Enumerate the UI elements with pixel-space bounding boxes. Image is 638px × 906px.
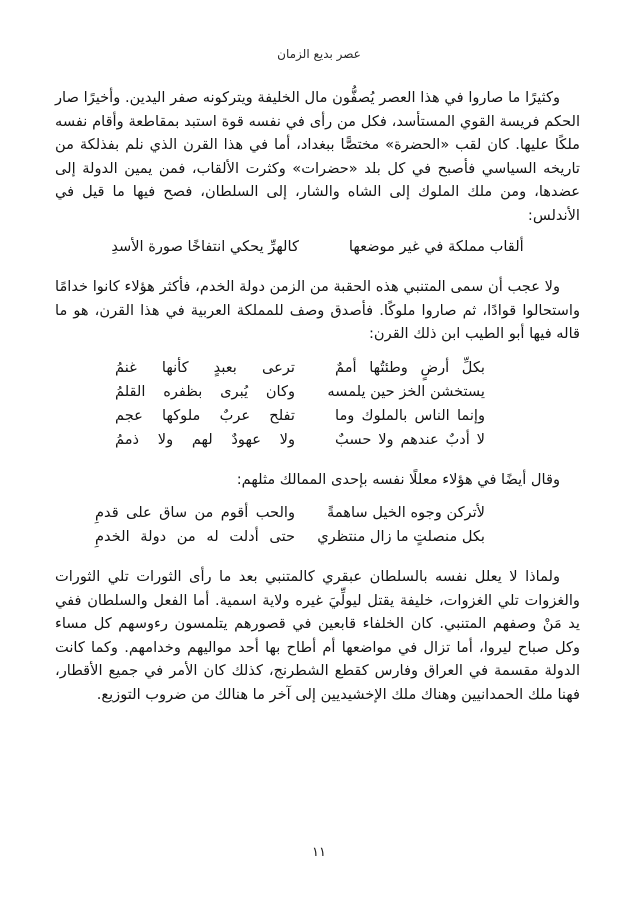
poem-second-hemistich: ترعى بعبدٍ كأنها غنمُ — [115, 358, 295, 376]
poem-line — [55, 525, 580, 549]
paragraph-4: ولماذا لا يعلل نفسه بالسلطان عبقري كالمتنبي بعد ما رأى الثورات تلي الثورات والغزوات تلي الغزوات، خليفة يقتل ليولِّيَ غيره ولاية اسمية. أما الفعل والسلطان ففي يد مَنْ وصفهم المتنبي. كان الخلفاء قابعين في قصورهم يتلمسون رءوسهم كل مساء وكل صباح ليروا، أما تزال في مواضعها أم أطاح بها أحد مواليهم وخدامهم. وكما كانت الدولة مقسمة في العراق وفارس كقطع الشطرنج، كذلك كان الأمر في جميع الأقطار، فهنا ملك الحمدانيين وهناك ملك الإخشيديين إلى آخر ما هنالك من ضروب التوزيع. — [55, 568, 580, 703]
poem-second-hemistich: تفلح عربٌ ملوكها عجم — [115, 406, 295, 424]
page-number: ١١ — [312, 845, 326, 860]
paragraph-1: وكثيرًا ما صاروا في هذا العصر يُصفُّون مال الخليفة ويتركونه صفر اليدين. وأخيرًا صار الحكم فريسة القوي المستأسد، فكل من رأى في نفسه قوة استبد بمقاطعة وأقام نفسه ملكًا عليها. كان لقب «الحضرة» مختصًّا ببغداد، أما في هذا القرن الذي نلم بفذلكة من تاريخه السياسي فأصبح في كل بلد «حضرات» وكثرت الألقاب، فمن يمين الدولة إلى عضدها، ومن ملك الملوك إلى الشاه والشار، إلى السلطان، فصح فيها ما قيل في الأندلس: — [55, 89, 580, 224]
running-header: عصر بديع الزمان — [277, 47, 361, 61]
poem-block-1 — [55, 356, 580, 452]
poem-first-hemistich: لأتركن وجوه الخيل ساهمةً — [327, 504, 485, 521]
poem-second-hemistich: حتى أدلت له من دولة الخدمِ — [95, 528, 295, 545]
poem-line — [55, 501, 580, 525]
poem-block-2 — [55, 501, 580, 549]
verse-second-hemistich: كالهرِّ يحكي انتفاخًا صورة الأسدِ — [111, 238, 299, 255]
poem-line — [55, 404, 580, 428]
poem-line — [55, 380, 580, 404]
paragraph-2: ولا عجب أن سمى المتنبي هذه الحقبة من الزمن دولة الخدم، فأكثر هؤلاء كانوا خدامًا واستحالوا قوادًا، ثم صاروا ملوكًا. فأصدق وصف للمملكة العربية في هذا القرن، هو ما قاله فيها أبو الطيب ابن ذلك القرن: — [55, 278, 580, 342]
poem-second-hemistich: ولا عهودٌ لهم ولا ذممُ — [115, 430, 295, 448]
poem-first-hemistich: لا أدبٌ عندهم ولا حسبٌ — [335, 430, 485, 448]
paragraph-3: وقال أيضًا في هؤلاء معللًا نفسه بإحدى الممالك مثلهم: — [236, 470, 560, 488]
poem-first-hemistich: وإنما الناس بالملوك وما — [335, 406, 485, 424]
poem-first-hemistich: بكلِّ أرضٍ وطئتُها أممٌ — [335, 358, 485, 376]
poem-second-hemistich: وكان يُبرى بظفره القلمُ — [115, 382, 295, 400]
verse-single — [55, 235, 580, 259]
page-body — [55, 86, 580, 706]
poem-first-hemistich: بكل منصلتٍ ما زال منتظري — [317, 528, 485, 545]
poem-line — [55, 428, 580, 452]
poem-second-hemistich: والحب أقوم من ساق على قدمِ — [95, 504, 295, 521]
verse-first-hemistich: ألقاب مملكة في غير موضعها — [348, 238, 524, 255]
poem-line — [55, 356, 580, 380]
poem-first-hemistich: يستخشن الخز حين يلمسه — [327, 382, 485, 400]
